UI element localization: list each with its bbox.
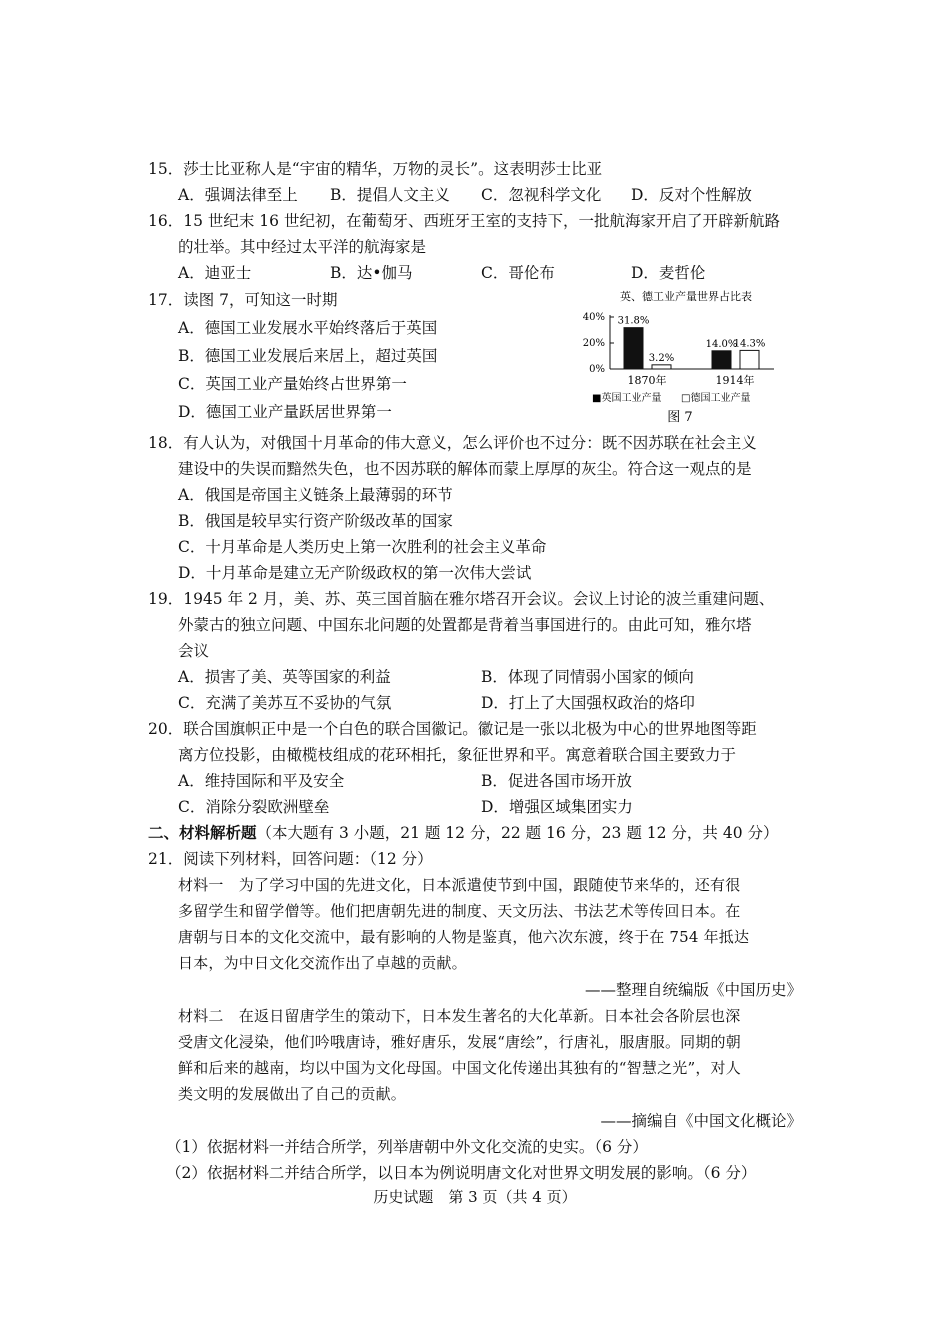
q21-source1: ——整理自统编版《中国历史》	[584, 981, 802, 999]
q19-option-d: D．打上了大国强权政治的烙印	[481, 694, 695, 712]
q20-option-d: D．增强区域集团实力	[481, 798, 633, 816]
q17-option-d: D．德国工业产量跃居世界第一	[178, 403, 392, 421]
q21-material2-line: 材料二 在返日留唐学生的策动下，日本发生著名的大化革新。日本社会各阶层也深	[178, 1007, 741, 1025]
q18-stem-line2: 建设中的失误而黯然失色，也不因苏联的解体而蒙上厚厚的灰尘。符合这一观点的是	[178, 460, 752, 478]
q18-option-a: A．俄国是帝国主义链条上最薄弱的环节	[178, 486, 453, 504]
q21-material1-line: 材料一 为了学习中国的先进文化，日本派遣使节到中国，跟随使节来华的，还有很	[178, 876, 741, 894]
q18-option-b: B．俄国是较早实行资产阶级改革的国家	[178, 512, 453, 530]
q21-material2-line: 受唐文化浸染，他们吟哦唐诗，雅好唐乐，发展“唐绘”，行唐礼，服唐服。同期的朝	[178, 1033, 741, 1051]
q20-stem-line2: 离方位投影，由橄榄枝组成的花环相托，象征世界和平。寓意着联合国主要致力于	[178, 746, 737, 764]
chart-category-label: 1914年	[715, 374, 755, 387]
chart-ytick-label: 0%	[589, 364, 605, 375]
q21-stem: 21．阅读下列材料，回答问题：（12 分）	[148, 850, 433, 868]
q16-option-b: B．达•伽马	[330, 264, 413, 282]
q15-option-a: A．强调法律至上	[178, 186, 298, 204]
chart-caption: 图 7	[667, 410, 693, 425]
chart-bar-de-1	[740, 350, 759, 369]
q20-option-b: B．促进各国市场开放	[481, 772, 632, 790]
q21-material2-line: 类文明的发展做出了自己的贡献。	[178, 1085, 407, 1103]
chart-value-label: 14.3%	[733, 338, 766, 350]
section2-title: 二、材料解析题	[148, 823, 257, 842]
q21-material1-line: 日本，为中日文化交流作出了卓越的贡献。	[178, 954, 467, 972]
q16-option-a: A．迪亚士	[178, 264, 252, 282]
chart-bar-uk-1	[712, 351, 731, 369]
q21-sub-question-2: （2）依据材料二并结合所学，以日本为例说明唐文化对世界文明发展的影响。（6 分）	[166, 1164, 757, 1182]
q21-material2-line: 鲜和后来的越南，均以中国为文化母国。中国文化传递出其独有的“智慧之光”，对人	[178, 1059, 741, 1077]
q20-option-c: C．消除分裂欧洲壁垒	[178, 798, 330, 816]
chart-svg	[576, 287, 796, 432]
q15-option-c: C．忽视科学文化	[481, 186, 602, 204]
q19-option-a: A．损害了美、英等国家的利益	[178, 668, 391, 686]
q16-stem-line2: 的壮举。其中经过太平洋的航海家是	[178, 238, 427, 256]
chart-value-label: 14.0%	[705, 338, 738, 350]
q17-option-b: B．德国工业发展后来居上，超过英国	[178, 347, 438, 365]
q18-option-d: D．十月革命是建立无产阶级政权的第一次伟大尝试	[178, 564, 532, 582]
chart-ytick-label: 40%	[582, 312, 605, 323]
q18-option-c: C．十月革命是人类历史上第一次胜利的社会主义革命	[178, 538, 547, 556]
q19-option-b: B．体现了同情弱小国家的倾向	[481, 668, 694, 686]
q19-option-c: C．充满了美苏互不妥协的气氛	[178, 694, 392, 712]
chart-value-label: 3.2%	[648, 352, 675, 364]
chart-bars	[618, 316, 766, 369]
q17-option-c: C．英国工业产量始终占世界第一	[178, 375, 407, 393]
q16-option-d: D．麦哲伦	[631, 264, 706, 282]
q21-material1-line: 唐朝与日本的文化交流中，最有影响的人物是鉴真，他六次东渡，终于在 754 年抵达	[178, 928, 750, 946]
chart-bar-uk-0	[624, 328, 643, 369]
q21-sub-question-1: （1）依据材料一并结合所学，列举唐朝中外文化交流的史实。（6 分）	[166, 1138, 648, 1156]
q16-option-c: C．哥伦布	[481, 264, 555, 282]
q15-option-b: B．提倡人文主义	[330, 186, 450, 204]
q19-stem-line3: 会议	[178, 642, 210, 660]
chart-category-label: 1870年	[627, 374, 667, 387]
q20-option-a: A．维持国际和平及安全	[178, 772, 345, 790]
q18-stem-line1: 18．有人认为，对俄国十月革命的伟大意义，怎么评价也不过分：既不因苏联在社会主义	[148, 434, 757, 452]
page-footer: 历史试题 第 3 页（共 4 页）	[373, 1188, 577, 1206]
q15-stem: 15．莎士比亚称人是“宇宙的精华，万物的灵长”。这表明莎士比亚	[148, 160, 603, 178]
chart-value-label: 31.8%	[617, 315, 650, 327]
q15-option-d: D．反对个性解放	[631, 186, 752, 204]
q19-stem-line1: 19．1945 年 2 月，美、苏、英三国首脑在雅尔塔召开会议。会议上讨论的波兰重建问题、	[148, 590, 775, 608]
q19-stem-line2: 外蒙古的独立问题、中国东北问题的处置都是背着当事国进行的。由此可知，雅尔塔	[178, 616, 752, 634]
chart-bar-de-0	[652, 365, 671, 369]
q20-stem-line1: 20．联合国旗帜正中是一个白色的联合国徽记。徽记是一张以北极为中心的世界地图等距	[148, 720, 757, 738]
section2-note: （本大题有 3 小题，21 题 12 分，22 题 16 分，23 题 12 分，共 40 分）	[256, 824, 779, 842]
chart-ytick-label: 20%	[582, 338, 605, 349]
chart-legend-de: □德国工业产量	[681, 393, 751, 404]
q21-source2: ——摘编自《中国文化概论》	[600, 1112, 802, 1130]
q17-stem: 17．读图 7，可知这一时期	[148, 291, 338, 309]
q17-option-a: A．德国工业发展水平始终落后于英国	[178, 319, 438, 337]
figure-7-chart	[576, 287, 796, 432]
section2-heading	[148, 822, 779, 844]
q16-stem-line1: 16．15 世纪末 16 世纪初，在葡萄牙、西班牙王室的支持下，一批航海家开启了开辟新航路	[148, 212, 780, 230]
chart-title: 英、德工业产量世界占比表	[620, 290, 752, 303]
chart-legend-uk: ■英国工业产量	[592, 393, 662, 404]
q21-material1-line: 多留学生和留学僧等。他们把唐朝先进的制度、天文历法、书法艺术等传回日本。在	[178, 902, 741, 920]
